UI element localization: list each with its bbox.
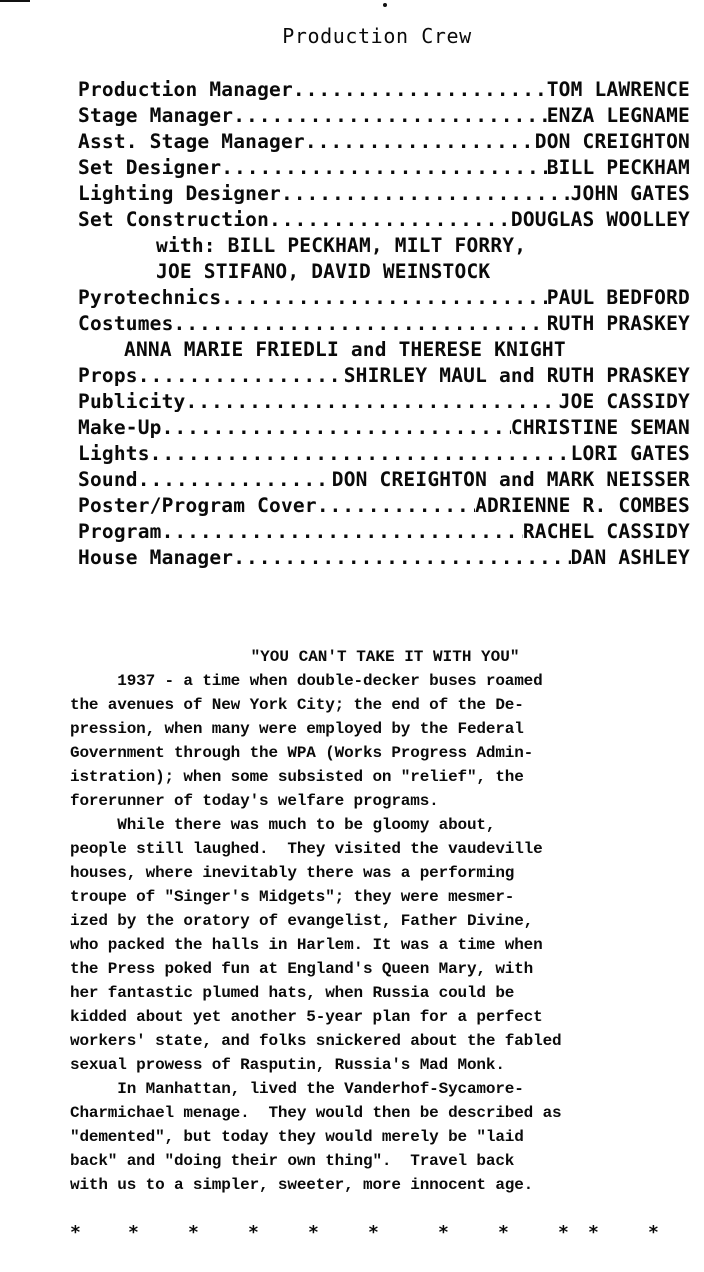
crew-role: Asst. Stage Manager [78,130,305,153]
crew-row [78,207,690,233]
crew-row [78,545,690,571]
essay-line: 1937 - a time when double-decker buses roamed [70,672,543,690]
essay-line: the Press poked fun at England's Queen Mary, with [70,960,534,978]
essay-line: workers' state, and folks snickered about the fabled [70,1032,562,1050]
crew-row [78,311,690,337]
crew-heading: Production Crew [282,24,472,48]
crew-list [78,77,690,571]
essay-line: "demented", but today they would merely be "laid [70,1128,524,1146]
essay-line: troupe of "Singer's Midgets"; they were mesmer- [70,888,515,906]
essay [70,645,670,1197]
essay-line: Government through the WPA (Works Progress Admin- [70,744,534,762]
crew-role: House Manager [78,546,234,569]
crew-name: PAUL BEDFORD [546,286,690,309]
crew-row [78,129,690,155]
crew-role: Lighting Designer [78,182,281,205]
costume-helpers-line: ANNA MARIE FRIEDLI and THERESE KNIGHT [124,338,566,361]
crew-row [78,519,690,545]
construction-helpers-line-1: with: BILL PECKHAM, MILT FORRY, [156,234,527,257]
leader-dots [138,467,332,493]
crew-row [78,389,690,415]
crew-role: Props [78,364,138,387]
construction-helpers-line-2: JOE STIFANO, DAVID WEINSTOCK [156,260,491,283]
crew-role: Sound [78,468,138,491]
essay-line: who packed the halls in Harlem. It was a time when [70,936,543,954]
crew-name: DOUGLAS WOOLLEY [510,208,690,231]
crew-name: SHIRLEY MAUL and RUTH PRASKEY [343,364,690,387]
essay-line: sexual prowess of Rasputin, Russia's Mad Monk. [70,1056,505,1074]
crew-role: Stage Manager [78,104,234,127]
crew-name: RACHEL CASSIDY [522,520,690,543]
crew-name: DON CREIGHTON [534,130,690,153]
crew-name: JOHN GATES [570,182,690,205]
crew-name: DAN ASHLEY [570,546,690,569]
essay-line: kidded about yet another 5-year plan for a perfect [70,1008,543,1026]
crew-row [78,155,690,181]
star-divider [66,1222,666,1246]
leader-dots [269,207,511,233]
crew-name: BILL PECKHAM [546,156,690,179]
crew-name: CHRISTINE SEMAN [510,416,690,439]
star-glyph: * [188,1222,199,1243]
crew-row [78,493,690,519]
crew-name: LORI GATES [570,442,690,465]
leader-dots [233,103,546,129]
leader-dots [305,129,535,155]
crew-name: ADRIENNE R. COMBES [475,494,690,517]
essay-line: with us to a simpler, sweeter, more innocent age. [70,1176,534,1194]
leader-dots [233,545,570,571]
star-glyph: * [248,1222,259,1243]
star-glyph: * [368,1222,379,1243]
crew-row [78,415,690,441]
crew-role: Poster/Program Cover [78,494,317,517]
crew-role: Make-Up [78,416,162,439]
star-glyph: * [70,1222,81,1243]
leader-dots [162,415,511,441]
crew-row [78,441,690,467]
leader-dots [150,441,571,467]
leader-dots [221,155,546,181]
essay-line: back" and "doing their own thing". Travel back [70,1152,515,1170]
leader-dots [293,77,547,103]
star-glyph: * [308,1222,319,1243]
crew-name: ENZA LEGNAME [546,104,690,127]
essay-line: In Manhattan, lived the Vanderhof-Sycamore- [70,1080,524,1098]
crew-row [78,285,690,311]
leader-dots [174,311,547,337]
crew-role: Set Designer [78,156,222,179]
star-glyph: * [438,1222,449,1243]
crew-row [78,77,690,103]
crew-row [78,467,690,493]
crew-name: JOE CASSIDY [558,390,690,413]
leader-dots [317,493,475,519]
star-glyph: * [498,1222,509,1243]
essay-line: ized by the oratory of evangelist, Father Divine, [70,912,534,930]
essay-line: houses, where inevitably there was a performing [70,864,515,882]
crew-row [78,363,690,389]
crew-row [78,103,690,129]
essay-line: Charmichael menage. They would then be described as [70,1104,562,1122]
crew-name: TOM LAWRENCE [546,78,690,101]
essay-line: While there was much to be gloomy about, [70,816,496,834]
crew-role: Lights [78,442,150,465]
essay-line: the avenues of New York City; the end of the De- [70,696,524,714]
leader-dots [221,285,546,311]
essay-line: istration); when some subsisted on "relief", the [70,768,524,786]
crew-row [78,181,690,207]
crew-role: Set Construction [78,208,270,231]
leader-dots [281,181,571,207]
scan-speck [383,3,387,7]
star-glyph: * [648,1222,659,1243]
essay-line: forerunner of today's welfare programs. [70,792,439,810]
essay-line: pression, when many were employed by the Federal [70,720,524,738]
crew-role: Costumes [78,312,174,335]
leader-dots [138,363,344,389]
leader-dots [185,389,558,415]
crew-role: Publicity [78,390,186,413]
crew-name: RUTH PRASKEY [546,312,690,335]
crew-name: DON CREIGHTON and MARK NEISSER [331,468,690,491]
star-glyph: * [558,1222,569,1243]
essay-line: people still laughed. They visited the vaudeville [70,840,543,858]
crew-role: Program [78,520,162,543]
star-glyph: * [128,1222,139,1243]
essay-title: "YOU CAN'T TAKE IT WITH YOU" [250,648,520,666]
essay-line: her fantastic plumed hats, when Russia could be [70,984,515,1002]
leader-dots [162,519,523,545]
crew-role: Pyrotechnics [78,286,222,309]
scan-corner-mark [0,0,30,2]
crew-role: Production Manager [78,78,293,101]
star-glyph: * [588,1222,599,1243]
